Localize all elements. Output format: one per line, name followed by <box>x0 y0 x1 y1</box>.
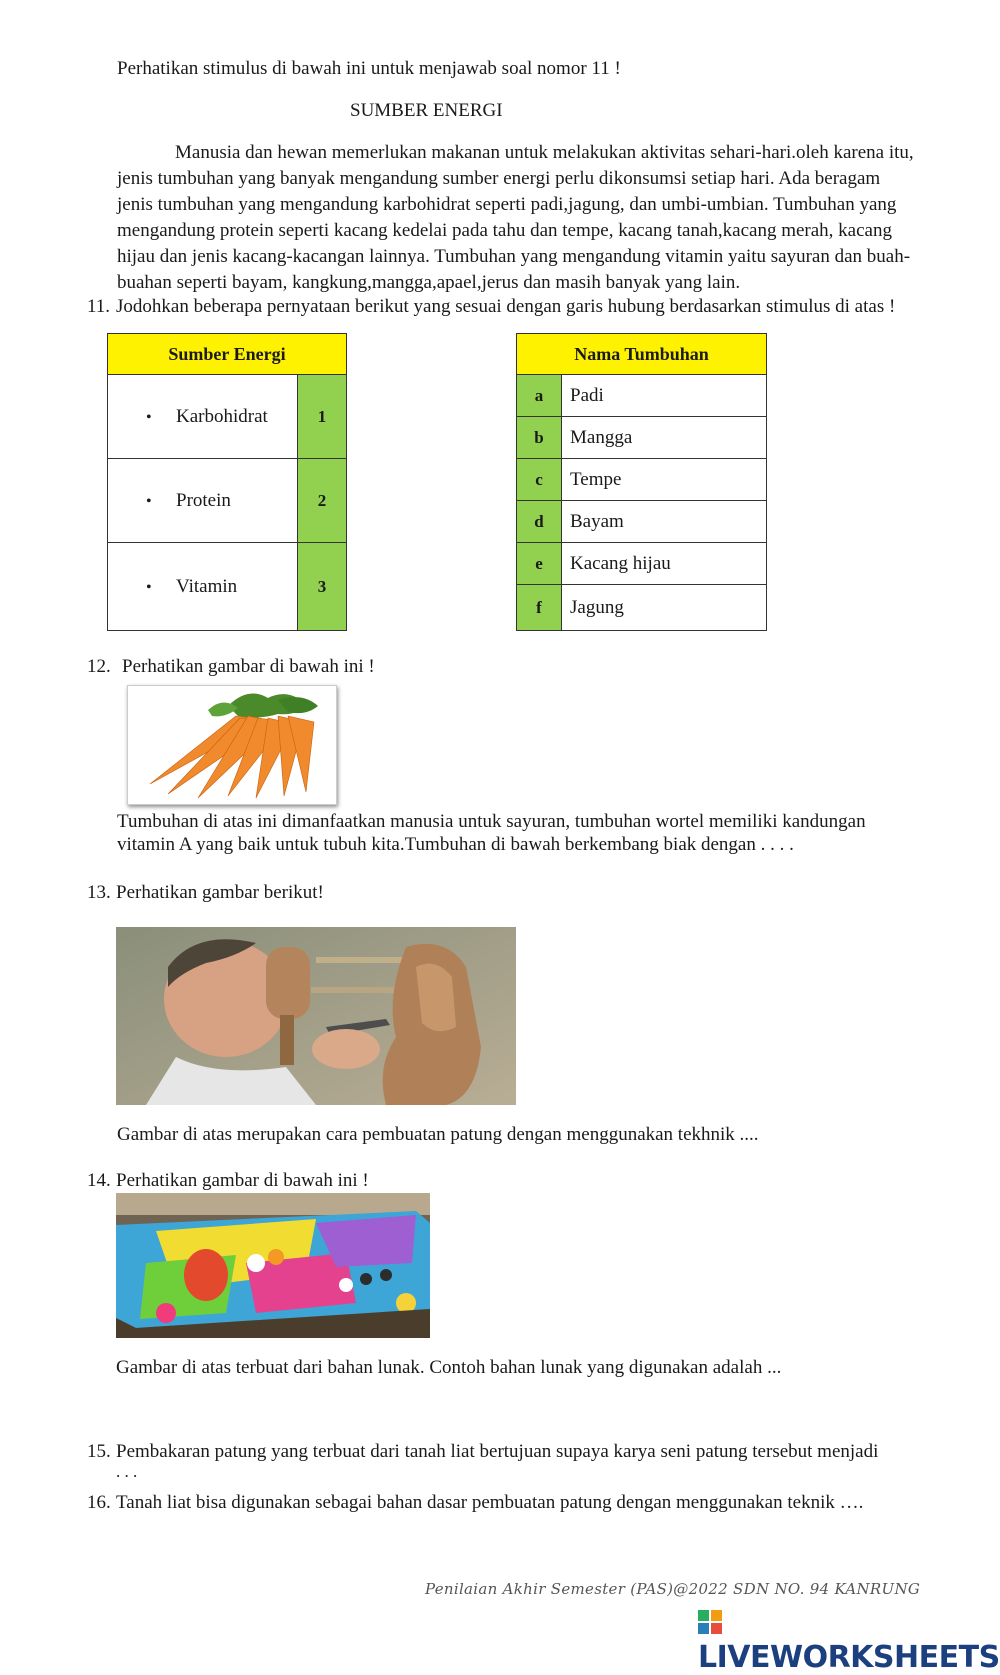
plant-name: Kacang hijau <box>562 543 767 585</box>
energy-source-label: • Protein <box>108 459 298 543</box>
q16-text: Tanah liat bisa digunakan sebagai bahan dasar pembuatan patung dengan menggunakan teknik …. <box>116 1492 864 1513</box>
q14-body: Gambar di atas terbuat dari bahan lunak. Contoh bahan lunak yang digunakan adalah ... <box>116 1357 782 1378</box>
q15-continuation: . . . <box>116 1462 138 1481</box>
wood-carving-photo <box>116 927 516 1105</box>
energy-source-table <box>107 333 347 631</box>
plant-letter[interactable]: d <box>517 501 562 543</box>
plant-letter[interactable]: a <box>517 375 562 417</box>
carrot-image <box>127 685 337 805</box>
exam-footer: Penilaian Akhir Semester (PAS)@2022 SDN NO. 94 KANRUNG <box>425 1580 921 1598</box>
plant-letter[interactable]: b <box>517 417 562 459</box>
q15-text: Pembakaran patung yang terbuat dari tanah liat bertujuan supaya karya seni patung tersebut menjadi <box>116 1441 879 1462</box>
plant-name: Tempe <box>562 459 767 501</box>
plant-name: Bayam <box>562 501 767 543</box>
stimulus-line: hijau dan jenis kacang-kacangan lainnya. Tumbuhan yang mengandung vitamin yaitu sayuran dan buah- <box>117 246 911 267</box>
q12-text: Perhatikan gambar di bawah ini ! <box>122 656 375 677</box>
energy-source-number[interactable]: 3 <box>298 543 347 631</box>
energy-source-label: • Vitamin <box>108 543 298 631</box>
intro-text: Perhatikan stimulus di bawah ini untuk menjawab soal nomor 11 ! <box>117 58 621 79</box>
energy-source-number[interactable]: 2 <box>298 459 347 543</box>
clay-artwork-illustration <box>116 1193 430 1338</box>
wood-carving-illustration <box>116 927 516 1105</box>
stimulus-line: Manusia dan hewan memerlukan makanan untuk melakukan aktivitas sehari-hari.oleh karena itu, <box>175 142 914 163</box>
stimulus-line: mengandung protein seperti kacang kedelai pada tahu dan tempe, kacang tanah,kacang merah, kacang <box>117 220 892 241</box>
plant-name: Padi <box>562 375 767 417</box>
plant-letter[interactable]: f <box>517 585 562 631</box>
clay-artwork-photo <box>116 1193 430 1338</box>
q13-body: Gambar di atas merupakan cara pembuatan patung dengan menggunakan tekhnik .... <box>117 1124 759 1145</box>
plant-name: Jagung <box>562 585 767 631</box>
carrot-illustration <box>128 686 336 804</box>
liveworksheets-logo-icon <box>698 1607 722 1631</box>
q13-text: Perhatikan gambar berikut! <box>116 882 324 903</box>
liveworksheets-brand[interactable] <box>698 1605 1000 1675</box>
q14-text: Perhatikan gambar di bawah ini ! <box>116 1170 369 1191</box>
q14-number: 14. <box>87 1170 111 1191</box>
energy-source-header: Sumber Energi <box>108 334 347 375</box>
stimulus-line: jenis tumbuhan yang mengandung karbohidrat seperti padi,jagung, dan umbi-umbian. Tumbuhan yang <box>117 194 897 215</box>
q11-number: 11. <box>87 296 111 317</box>
q12-number: 12. <box>87 656 111 677</box>
plant-name: Mangga <box>562 417 767 459</box>
stimulus-line: buahan seperti bayam, kangkung,mangga,apael,jerus dan masih banyak yang lain. <box>117 272 741 293</box>
plant-header: Nama Tumbuhan <box>517 334 767 375</box>
liveworksheets-wordmark: LIVEWORKSHEETS <box>698 1640 1000 1675</box>
stimulus-title: SUMBER ENERGI <box>350 100 503 121</box>
q12-body-line: Tumbuhan di atas ini dimanfaatkan manusia untuk sayuran, tumbuhan wortel memiliki kandungan <box>117 811 866 832</box>
energy-source-number[interactable]: 1 <box>298 375 347 459</box>
plant-letter[interactable]: e <box>517 543 562 585</box>
q13-number: 13. <box>87 882 111 903</box>
plant-letter[interactable]: c <box>517 459 562 501</box>
q12-body-line: vitamin A yang baik untuk tubuh kita.Tumbuhan di bawah berkembang biak dengan . . . . <box>117 834 794 855</box>
q11-text: Jodohkan beberapa pernyataan berikut yang sesuai dengan garis hubung berdasarkan stimulus di atas ! <box>116 296 896 317</box>
stimulus-line: jenis tumbuhan yang banyak mengandung sumber energi perlu dikonsumsi setiap hari. Ada beragam <box>117 168 881 189</box>
q15-number: 15. <box>87 1441 111 1462</box>
q16-number: 16. <box>87 1492 111 1513</box>
energy-source-label: • Karbohidrat <box>108 375 298 459</box>
plant-table <box>516 333 767 631</box>
stimulus-paragraph <box>117 140 947 296</box>
